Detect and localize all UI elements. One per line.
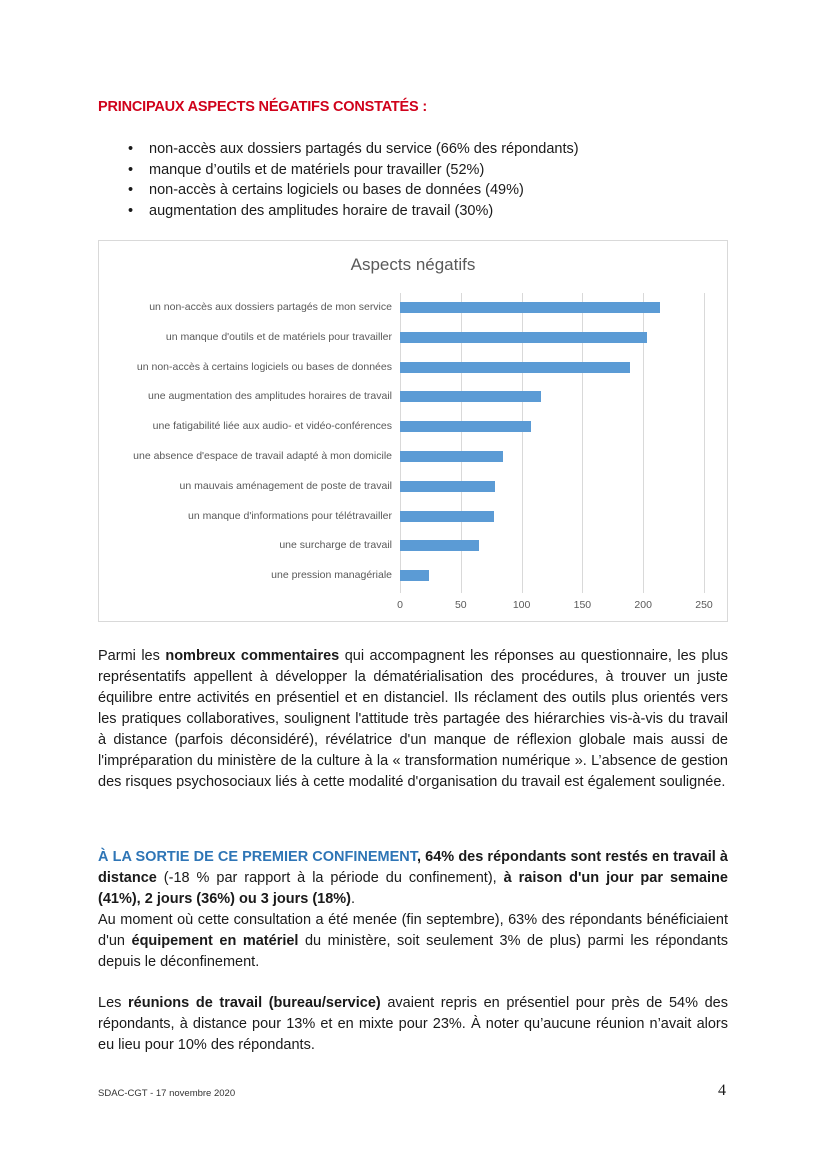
- bar: [400, 511, 494, 522]
- bar: [400, 540, 479, 551]
- bar: [400, 451, 503, 462]
- category-label: une pression managériale: [271, 569, 392, 582]
- x-tick-label: 50: [454, 599, 467, 611]
- bar: [400, 302, 660, 313]
- plot-area: [400, 293, 704, 593]
- x-tick-label: 200: [634, 599, 652, 611]
- category-label: une fatigabilité liée aux audio- et vidéo-conférences: [152, 420, 392, 433]
- footer-text: SDAC-CGT - 17 novembre 2020: [98, 1088, 236, 1099]
- list-item: • manque d’outils et de matériels pour travailler (52%): [128, 160, 579, 181]
- negative-aspects-list: [128, 139, 579, 221]
- category-label: un non-accès aux dossiers partagés de mon service: [149, 301, 392, 313]
- bar: [400, 570, 429, 581]
- category-label: un non-accès à certains logiciels ou bases de données: [136, 360, 392, 373]
- bar-chart: [98, 240, 728, 622]
- category-label: une augmentation des amplitudes horaires de travail: [148, 390, 392, 403]
- bar: [400, 481, 495, 492]
- category-label: un manque d'informations pour télétravailler: [188, 509, 392, 522]
- category-label: une absence d'espace de travail adapté à mon domicile: [133, 450, 392, 462]
- category-label: une surcharge de travail: [279, 539, 392, 552]
- x-tick-label: 100: [512, 599, 531, 611]
- x-tick-label: 150: [573, 599, 592, 611]
- bar: [400, 362, 630, 373]
- chart-title: Aspects négatifs: [350, 255, 476, 274]
- list-item: • non-accès à certains logiciels ou bases de données (49%): [128, 180, 579, 201]
- page-number: 4: [718, 1082, 726, 1099]
- x-tick-label: 0: [397, 599, 403, 611]
- meetings-paragraph: Les réunions de travail (bureau/service) avaient repris en présentiel pour près de 54% des répondants, à distance pour 13% et en mixte pour 23%. À noter qu’aucune réunion n’avait alors eu lieu pour 10% des répondants.: [98, 995, 728, 1053]
- list-item: • non-accès aux dossiers partagés du service (66% des répondants): [128, 139, 579, 160]
- blue-heading: À LA SORTIE DE CE PREMIER CONFINEMENT: [98, 849, 418, 865]
- comments-paragraph: Parmi les nombreux commentaires qui accompagnent les réponses au questionnaire, les plus représentatifs appellent à développer la dématérialisation des procédures, à trouver un juste équilibre entre activités en présentiel et en distanciel. Ils réclament des outils plus orientés vers les pratiques collaboratives, soulignent l'attitude très partagée des hiérarchies vis-à-vis du travail à distance (parfois déconsidéré), révélatrice d'un manque de réflexion globale mais aussi de l'impréparation du ministère de la culture à la « transformation numérique ». L’absence de gestion des risques psychosociaux liés à cette modalité d'organisation du travail est également soulignée.: [98, 648, 728, 790]
- post-confinement-paragraph: À LA SORTIE DE CE PREMIER CONFINEMENT, 64% des répondants sont restés en travail à distance (-18 % par rapport à la période du confinement), à raison d'un jour par semaine (41%), 2 jours (36%) ou 3 jours (18%). Au moment où cette consultation a été menée (fin septembre), 63% des répondants bénéficiaient d'un équipement en matériel du ministère, soit seulement 3% de plus) parmi les répondants depuis le déconfinement.: [98, 849, 729, 970]
- bar: [400, 421, 531, 432]
- bar: [400, 332, 647, 343]
- bar: [400, 391, 541, 402]
- category-label: un manque d'outils et de matériels pour travailler: [165, 330, 392, 343]
- section-heading: PRINCIPAUX ASPECTS NÉGATIFS CONSTATÉS :: [98, 99, 427, 115]
- gridline: [704, 293, 705, 593]
- x-tick-label: 250: [695, 599, 713, 611]
- bold-text: nombreux commentaires: [165, 648, 340, 664]
- list-item: • augmentation des amplitudes horaire de travail (30%): [128, 201, 579, 222]
- category-label: un mauvais aménagement de poste de travail: [179, 479, 392, 492]
